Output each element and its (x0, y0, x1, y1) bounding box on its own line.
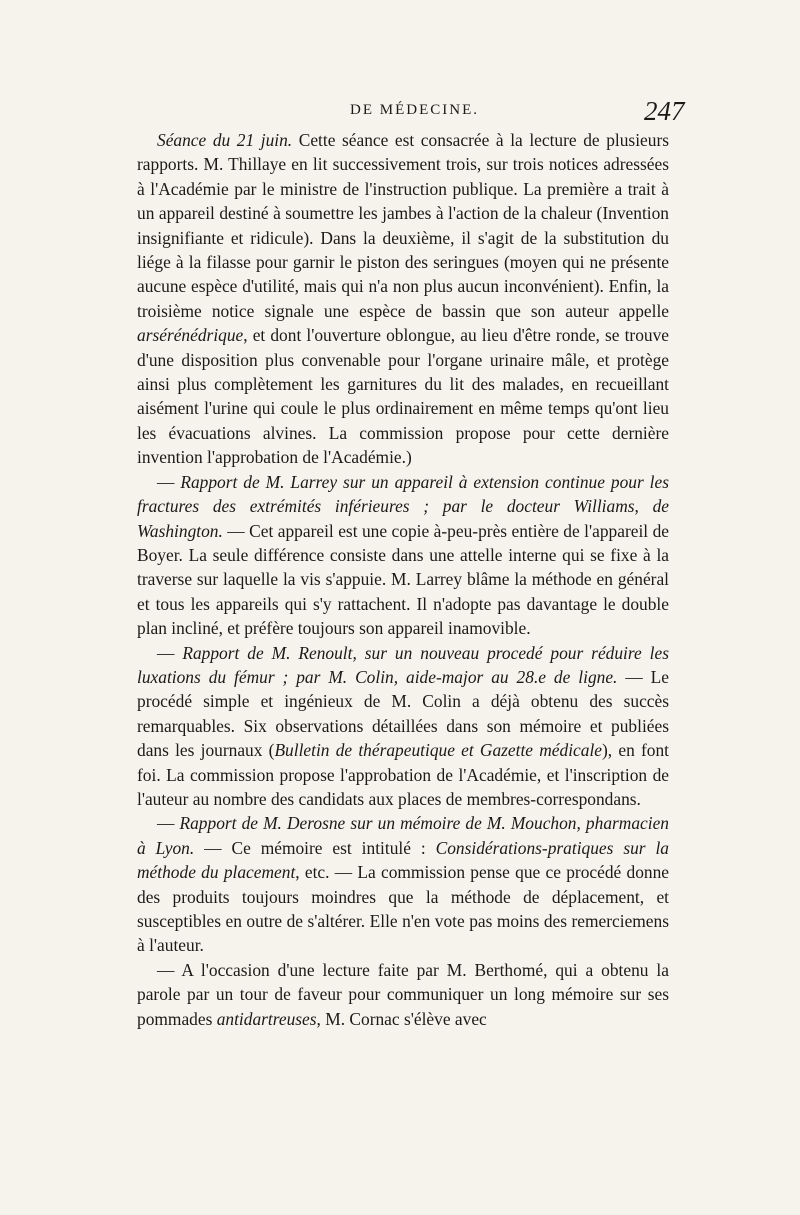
italic-run: Rapport de M. Larrey sur un appareil à extension continue pour les fractures des extrémités inférieures ; par le docteur Williams, de Washington. (137, 471, 669, 541)
italic-run: Considérations-pratiques sur la méthode du placement (137, 837, 670, 883)
text-run: — (157, 642, 183, 663)
italic-run: Rapport de M. Renoult, sur un nouveau procedé pour réduire les luxations du fémur ; par M. Colin, aide-major au 28.e de ligne. (137, 642, 669, 687)
text-run: — (157, 813, 180, 834)
paragraph (137, 811, 669, 957)
text-run: Cette séance est consacrée à la lecture de plusieurs rapports. M. Thillaye en lit successivement trois, sur trois notices adressées à l'Académie par le ministre de l'instruction publique. La première a trait à un appareil destiné à soumettre les jambes à l'action de la chaleur (Invention insignifiante et ridicule). Dans la deuxième, il s'agit de la substitution du liége à la filasse pour garnir le piston des seringues (moyen qui ne présente aucune espèce d'utilité, mais qui n'a non plus aucun inconvénient). Enfin, la troisième notice signale une espèce de bassin que son auteur appelle (137, 130, 669, 321)
running-title: DE MÉDECINE. (350, 102, 479, 118)
text-run: — (157, 471, 181, 492)
paragraph (137, 128, 669, 470)
text-run: — Le procédé simple et ingénieux de M. Colin a déjà obtenu des succès remarquables. Six observations détaillées dans son mémoire et publiées dans les journaux ( (137, 666, 669, 761)
text-run: , et dont l'ouverture oblongue, au lieu d'être ronde, se trouve d'une disposition plus convenable pour l'organe urinaire mâle, et protège ainsi plus complètement les garnitures du lit des malades, en recueillant aisément l'urine qui coule le plus ordinairement en même temps qu'ont lieu les évacuations alvines. La commission propose pour cette dernière invention l'approbation de l'Académie.) (137, 325, 669, 468)
italic-run: Rapport de M. Derosne sur un mémoire de M. Mouchon, pharmacien à Lyon. (137, 813, 669, 858)
paragraph (137, 641, 669, 812)
italic-run: antidartreuses (216, 1008, 317, 1029)
page-number: 247 (644, 96, 685, 126)
paragraph (137, 958, 669, 1031)
text-run: ), en font foi. La commission propose l'approbation de l'Académie, et l'inscription de l'auteur au nombre des candidats aux places de membres-correspondans. (137, 740, 669, 809)
italic-run: arsérénédrique (137, 325, 244, 346)
italic-run: Bulletin de thérapeutique et Gazette médicale (274, 740, 602, 761)
text-run: , etc. — La commission pense que ce procédé donne des produits toujours moindres que la méthode de déplacement, et susceptibles en outre de s'altérer. Elle n'en vote pas moins des remerciemens à l'auteur. (137, 862, 669, 956)
text-run: — Cet appareil est une copie à-peu-près entière de l'appareil de Boyer. La seule différence consiste dans une attelle interne qui se fixe à la traverse sur laquelle la vis s'appuie. M. Larrey blâme la méthode en général et tous les appareils qui s'y rattachent. Il n'adopte pas davantage le double plan incliné, et préfère toujours son appareil inamovible. (137, 520, 669, 639)
running-head (0, 96, 800, 126)
text-run: — Ce mémoire est intitulé : (194, 837, 436, 858)
paragraph (137, 470, 669, 641)
body-text (137, 128, 669, 1031)
text-run: , M. Cornac s'élève avec (316, 1008, 487, 1029)
text-run: — A l'occasion d'une lecture faite par M. Berthomé, qui a obtenu la parole par un tour de faveur pour communiquer un long mémoire sur ses pommades (137, 959, 669, 1029)
italic-run: Séance du 21 juin. (157, 130, 293, 150)
